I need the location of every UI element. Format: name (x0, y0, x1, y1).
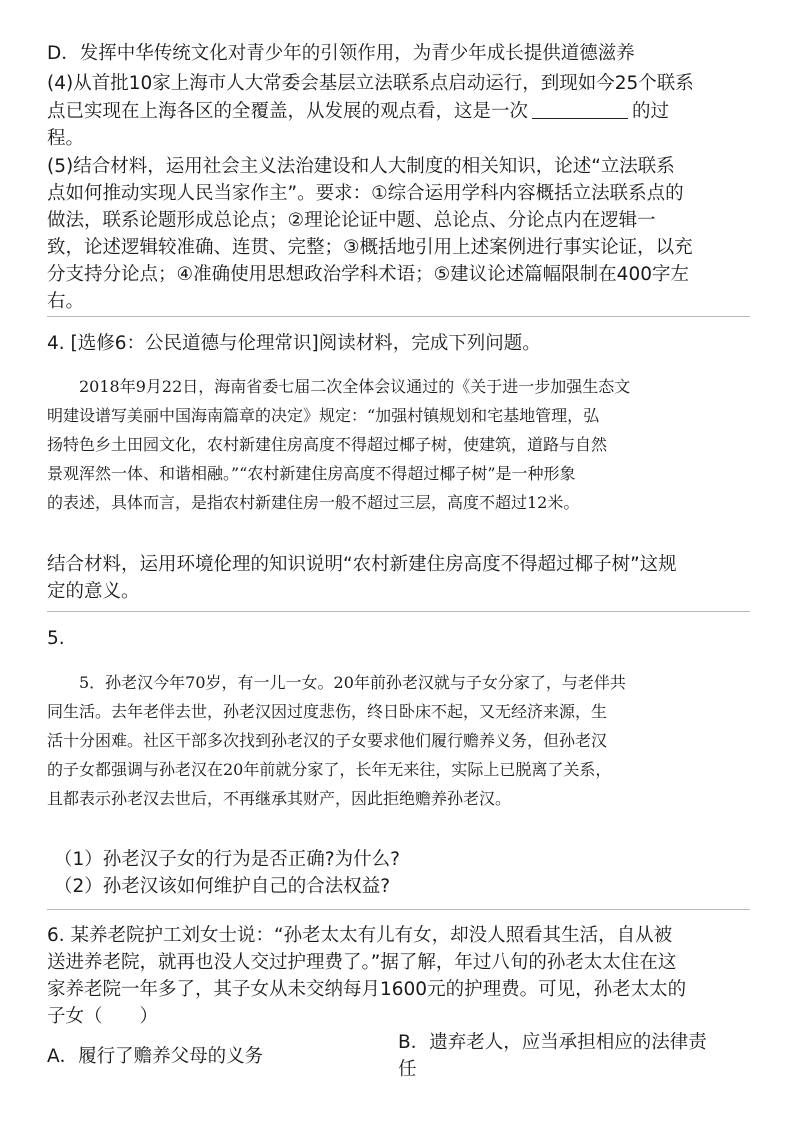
q4-material-line1: 2018年9月22日，海南省委七届二次全体会议通过的《关于进一步加强生态文 (47, 377, 631, 396)
q6-line4: 子女（ ） (47, 1006, 159, 1027)
q5-sub2: （2）孙老汉该如何维护自己的合法权益? (54, 876, 391, 897)
q6-option-b-line2[interactable]: 任 (398, 1059, 417, 1080)
q3-option-d: D．发挥中华传统文化对青少年的引领作用，为青少年成长提供道德滋养 (47, 43, 635, 64)
divider (47, 316, 750, 317)
q5-material-line1: 5．孙老汉今年70岁，有一儿一女。20年前孙老汉就与子女分家了，与老伴共 (47, 673, 626, 692)
q3-sub4-line1: (4)从首批10家上海市人大常委会基层立法联系点启动运行，到现如今25个联系 (47, 73, 694, 94)
q3-sub5-line2: 点如何推动实现人民当家作主”。要求：①综合运用学科内容概括立法联系点的 (47, 183, 684, 204)
q4-question-line1: 结合材料，运用环境伦理的知识说明“农村新建住房高度不得超过椰子树”这规 (47, 554, 677, 575)
q3-sub5-line5: 分支持分论点；④准确使用思想政治学科术语；⑤建议论述篇幅限制在400字左 (47, 264, 689, 285)
q5-sub1: （1）孙老汉子女的行为是否正确?为什么? (54, 849, 400, 870)
q6-option-a[interactable]: A．履行了赡养父母的义务 (47, 1046, 264, 1067)
q5-material-line4: 的子女都强调与孙老汉在20年前就分家了，长年无来往，实际上已脱离了关系， (47, 760, 612, 779)
q6-option-b-line1[interactable]: B．遗弃老人，应当承担相应的法律责 (398, 1032, 707, 1053)
q5-number: 5. (47, 628, 65, 649)
q4-material-line2: 明建设谱写美丽中国海南篇章的决定》规定：“加强村镇规划和宅基地管理，弘 (47, 406, 600, 425)
q6-line1: 6. 某养老院护工刘女士说：“孙老太太有儿有女，却没人照看其生活，自从被 (47, 925, 673, 946)
q6-line2: 送进养老院，就再也没人交过护理费了。”据了解，年过八旬的孙老太太住在这 (47, 952, 677, 973)
q4-material-line5: 的表述，具体而言，是指农村新建住房一般不超过三层，高度不超过12米。 (47, 493, 580, 512)
q5-material-line2: 同生活。去年老伴去世，孙老汉因过度悲伤，终日卧床不起，又无经济来源，生 (47, 702, 608, 721)
q3-sub5-line1: (5)结合材料，运用社会主义法治建设和人大制度的相关知识，论述“立法联系 (47, 156, 675, 177)
q4-question-line2: 定的意义。 (47, 581, 140, 602)
q3-sub5-line4: 致，论述逻辑较准确、连贯、完整；③概括地引用上述案例进行事实论证，以充 (47, 237, 693, 258)
q3-sub4-line2-before: 点已实现在上海各区的全覆盖，从发展的观点看，这是一次 (47, 101, 529, 122)
q3-sub4-line3: 程。 (47, 128, 85, 149)
divider (47, 611, 750, 612)
q5-material-line5: 且都表示孙老汉去世后，不再继承其财产，因此拒绝赡养孙老汉。 (47, 789, 512, 808)
q4-material-line3: 扬特色乡土田园文化，农村新建住房高度不得超过椰子树，使建筑，道路与自然 (47, 435, 608, 454)
q3-sub5-line3: 做法，联系论题形成总论点；②理论论证中题、总论点、分论点内在逻辑一 (47, 210, 656, 231)
q5-material-line3: 活十分困难。社区干部多次找到孙老汉的子女要求他们履行赡养义务，但孙老汉 (47, 731, 608, 750)
q3-sub4-line2 (47, 98, 757, 125)
q3-sub5-line6: 右。 (47, 291, 85, 312)
q4-heading: 4. [选修6：公民道德与伦理常识]阅读材料，完成下列问题。 (47, 333, 541, 354)
answer-blank[interactable] (532, 100, 628, 119)
q6-line3: 家养老院一年多了，其子女从未交纳每月1600元的护理费。可见，孙老太太的 (47, 979, 687, 1000)
q3-sub4-line2-after: 的过 (632, 101, 670, 122)
divider (47, 909, 750, 910)
q4-material-line4: 景观浑然一体、和谐相融。”“农村新建住房高度不得超过椰子树”是一种形象 (47, 464, 576, 483)
